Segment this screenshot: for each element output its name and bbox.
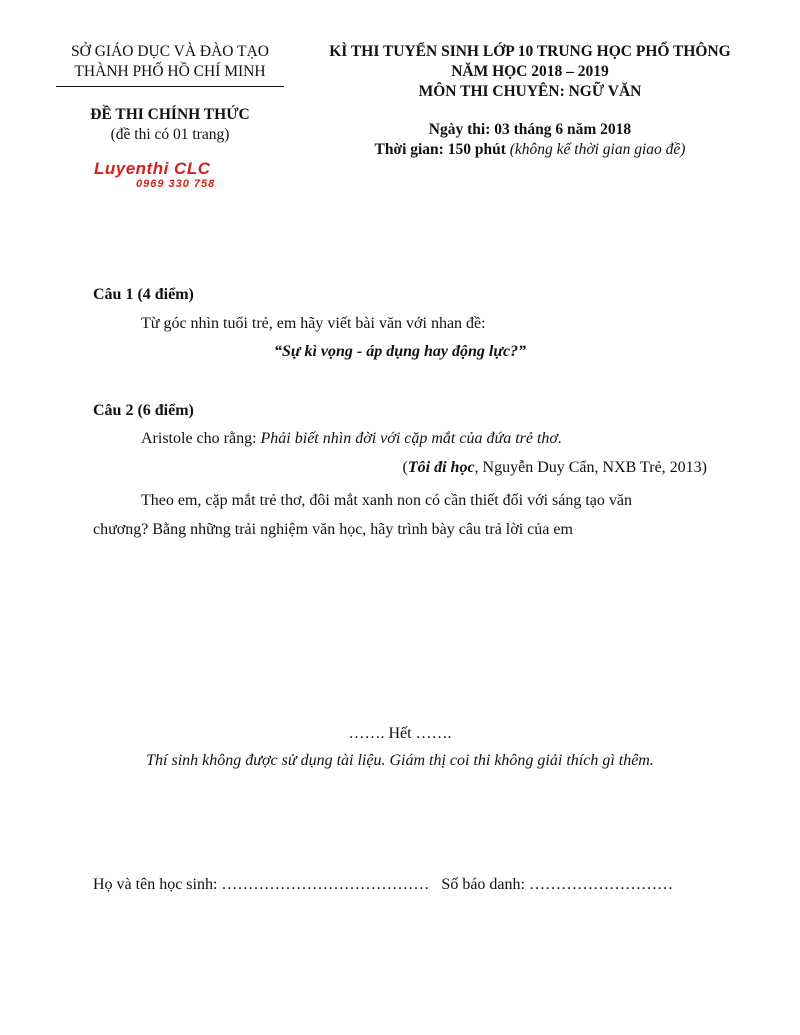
stamp-phone: 0969 330 758 [136, 178, 216, 190]
school-year: NĂM HỌC 2018 – 2019 [451, 63, 609, 80]
stamp-brand: Luyenthi CLC [94, 159, 211, 178]
exam-rules-note: Thí sinh không được sử dụng tài liệu. Giám thị coi thi không giải thích gì thêm. [146, 752, 654, 769]
aristotle-quote: Phải biết nhìn đời với cặp mắt của đứa trẻ thơ. [260, 430, 562, 447]
source-details: , Nguyễn Duy Cẩn, NXB Trẻ, 2013) [474, 459, 707, 476]
source-paren: ( [402, 459, 408, 476]
quote-intro: Aristole cho rằng: [141, 430, 261, 447]
quote-source [403, 457, 707, 479]
source-book-title: Tôi đi học [407, 459, 475, 476]
end-of-exam-marker: ……. Hết ……. [348, 725, 452, 742]
candidate-number-field: Số báo danh: ……………………… [441, 876, 673, 893]
luyenthi-watermark-stamp [94, 160, 254, 200]
exam-duration [300, 140, 760, 160]
question-1-heading: Câu 1 (4 điểm) [93, 286, 194, 303]
question-2-quote-line [141, 428, 562, 450]
issuing-authority-block [50, 42, 290, 145]
header-divider [56, 86, 284, 87]
duration-label: Thời gian: 150 phút [374, 141, 506, 158]
question-1-essay-title: “Sự kì vọng - áp dụng hay động lực?” [273, 343, 527, 360]
question-1-prompt: Từ góc nhìn tuổi trẻ, em hãy viết bài văn với nhan đề: [141, 315, 486, 332]
department-line-2: THÀNH PHỐ HỒ CHÍ MINH [74, 63, 266, 80]
question-2-heading: Câu 2 (6 điểm) [93, 402, 194, 419]
question-2-body-line-1: Theo em, cặp mắt trẻ thơ, đôi mắt xanh non có cần thiết đối với sáng tạo văn [141, 492, 633, 509]
department-line-1: SỞ GIÁO DỤC VÀ ĐÀO TẠO [71, 43, 269, 60]
exam-info-block [300, 42, 760, 160]
exam-title: KÌ THI TUYỂN SINH LỚP 10 TRUNG HỌC PHỔ THÔNG [329, 43, 731, 60]
page-count-note: (đề thi có 01 trang) [110, 126, 230, 143]
question-2-body-line-2: chương? Bằng những trải nghiệm văn học, hãy trình bày câu trả lời của em [93, 521, 573, 538]
duration-note: (không kể thời gian giao đề) [509, 141, 686, 158]
student-name-field: Họ và tên học sinh: ………………………………… [93, 876, 430, 893]
official-exam-label: ĐỀ THI CHÍNH THỨC [90, 106, 250, 123]
exam-date: Ngày thi: 03 tháng 6 năm 2018 [428, 121, 632, 138]
exam-subject: MÔN THI CHUYÊN: NGỮ VĂN [418, 83, 642, 100]
student-info-line [93, 874, 673, 896]
